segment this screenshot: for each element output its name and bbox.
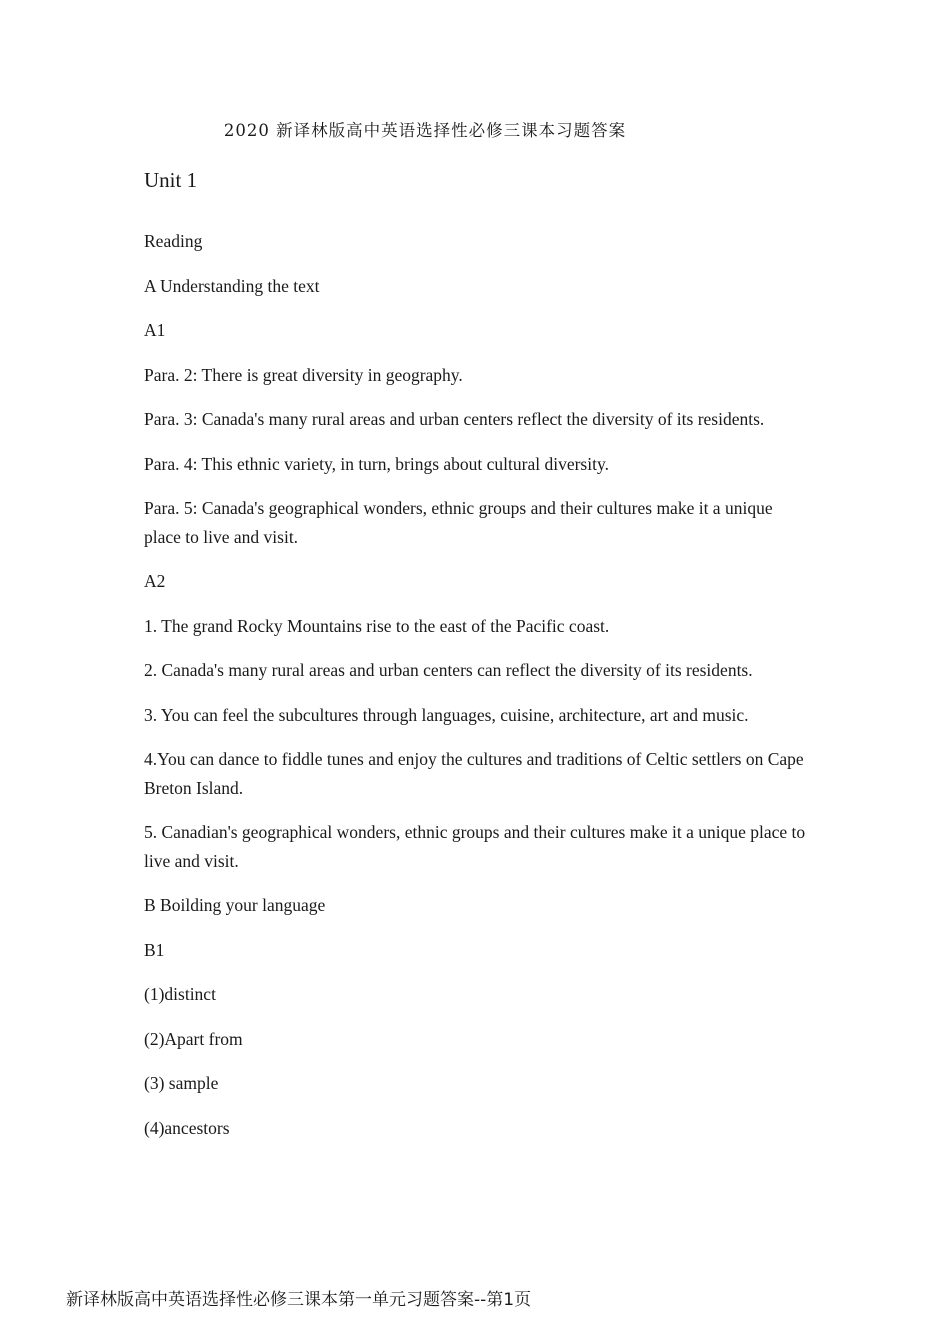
answer-line: Para. 2: There is great diversity in geography.	[144, 364, 463, 385]
answer-line: (3) sample	[144, 1073, 219, 1093]
unit-title: Unit 1	[144, 168, 198, 192]
answer-line: 4.You can dance to fiddle tunes and enjoy the cultures and traditions of Celtic settlers on Cape Breton Island.	[144, 749, 804, 798]
answer-line: 5. Canadian's geographical wonders, ethnic groups and their cultures make it a unique place to live and visit.	[144, 822, 806, 871]
answer-line: Para. 3: Canada's many rural areas and urban centers reflect the diversity of its residents.	[144, 409, 765, 429]
answer-line: Para. 5: Canada's geographical wonders, ethnic groups and their cultures make it a unique place to live and visit.	[144, 498, 773, 547]
section-heading-reading: Reading	[144, 231, 203, 251]
answer-line: 1. The grand Rocky Mountains rise to the east of the Pacific coast.	[144, 615, 610, 636]
document-body	[144, 227, 809, 1158]
subsection-heading-building: B Boilding your language	[144, 895, 326, 915]
subsection-heading-understanding: A Understanding the text	[144, 275, 320, 296]
answer-line: (2)Apart from	[144, 1028, 243, 1049]
answer-line: (4)ancestors	[144, 1117, 230, 1138]
answer-line: Para. 4: This ethnic variety, in turn, brings about cultural diversity.	[144, 453, 609, 474]
answer-line: 2. Canada's many rural areas and urban centers can reflect the diversity of its residents.	[144, 660, 753, 680]
page-footer: 新译林版高中英语选择性必修三课本第一单元习题答案--第1页	[66, 1290, 532, 1310]
exercise-label-b1: B1	[144, 939, 165, 960]
answer-line: (1)distinct	[144, 984, 216, 1004]
exercise-label-a2: A2	[144, 571, 166, 591]
exercise-label-a1: A1	[144, 320, 166, 340]
answer-line: 3. You can feel the subcultures through languages, cuisine, architecture, art and music.	[144, 704, 749, 725]
page-title: 2020 新译林版高中英语选择性必修三课本习题答案	[223, 121, 627, 140]
